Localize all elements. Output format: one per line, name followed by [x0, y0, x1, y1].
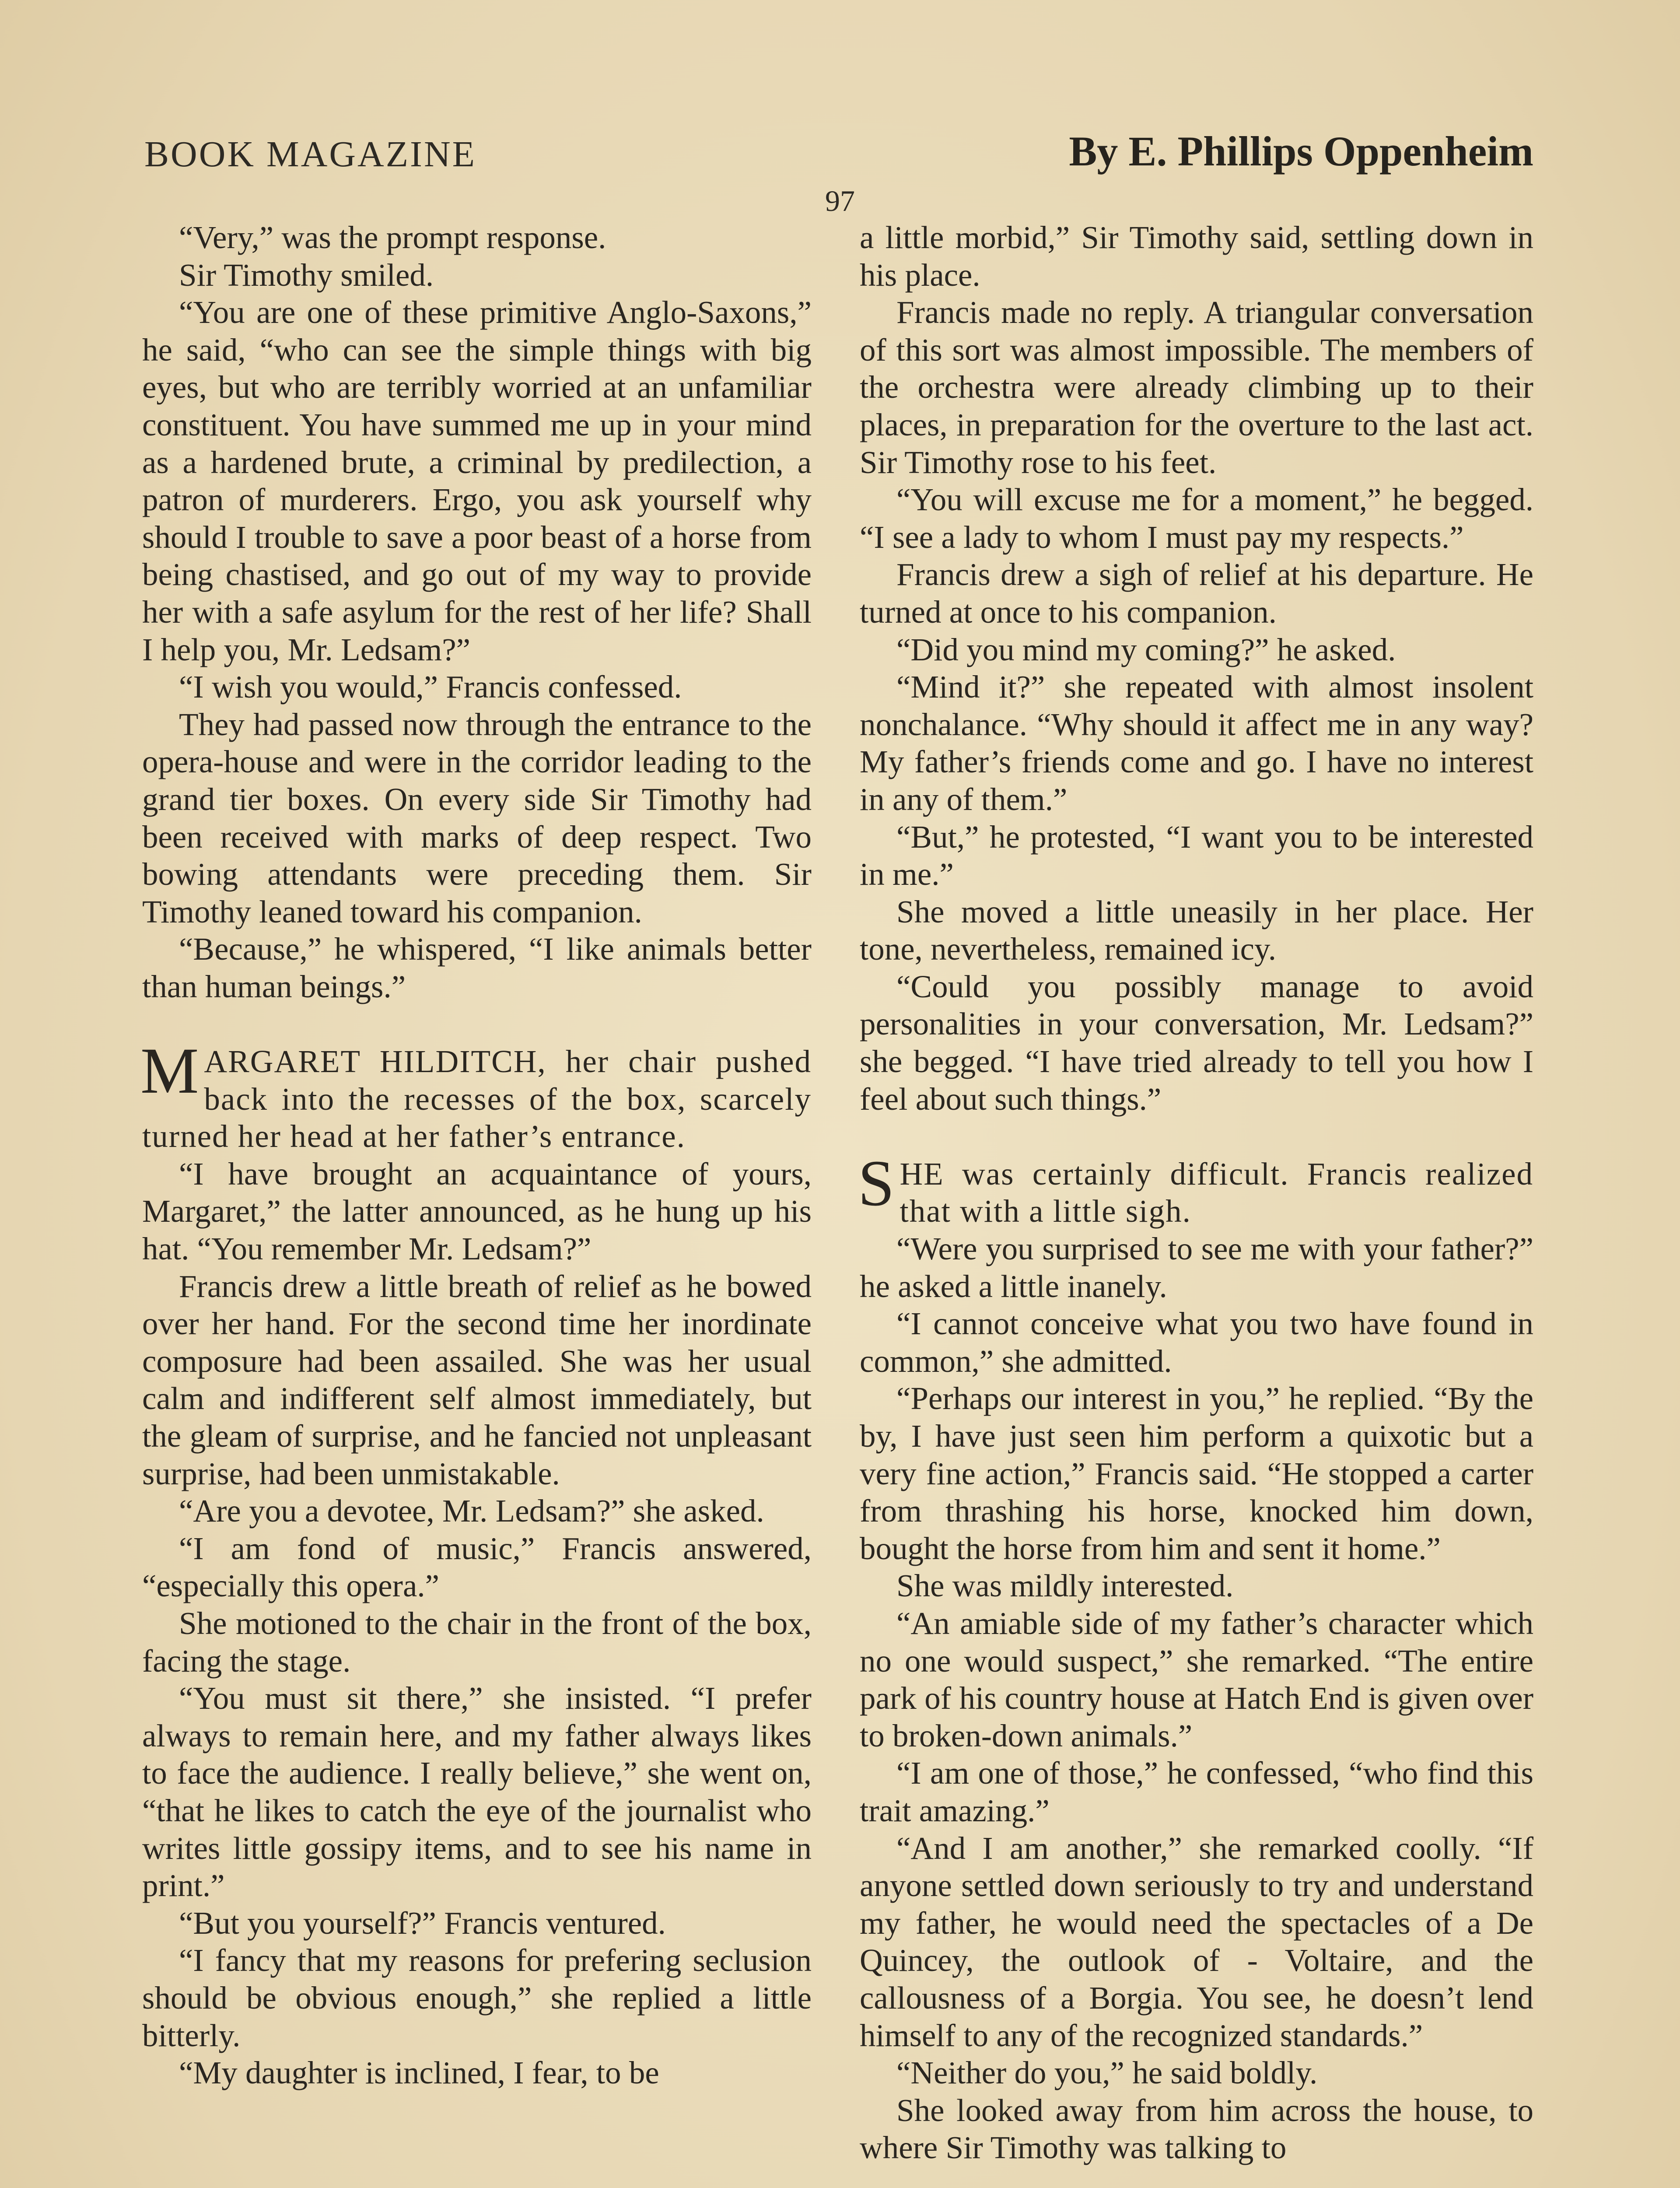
- text-column-right: [860, 219, 1533, 2167]
- running-head: [144, 127, 1533, 188]
- paragraph: “But you yourself?” Francis ventured.: [179, 1905, 666, 1941]
- author-byline: By E. Phillips Oppenheim: [1069, 128, 1533, 175]
- paragraph: They had passed now through the entrance to the opera-house and were in the corridor leading to the grand tier boxes. On every side Sir Timothy had been received with marks of deep respect. Two bowing attendants were preceding them. Sir Timothy leaned toward his companion.: [142, 706, 812, 929]
- paragraph: Francis drew a sigh of relief at his departure. He turned at once to his companion.: [860, 557, 1533, 630]
- paragraph: Francis made no reply. A triangular conversation of this sort was almost impossible. The members of the orchestra were already climbing up to their places, in preparation for the overture to the last act. Sir Timothy rose to his feet.: [860, 295, 1533, 480]
- section-break: [142, 1005, 812, 1043]
- paragraph: Sir Timothy smiled.: [179, 257, 434, 293]
- paragraph: “Mind it?” she repeated with almost insolent nonchalance. “Why should it affect me in any way? My father’s friends come and go. I have no interest in any of them.”: [860, 669, 1533, 817]
- paragraph: “And I am another,” she remarked coolly. “If anyone settled down seriously to try and understand my father, he would need the spectacles of a De Quincey, the outlook of - Voltaire, and the callousness of a Borgia. You see, he doesn’t lend himself to any of the recognized standards.”: [860, 1830, 1533, 2053]
- paragraph: She motioned to the chair in the front of the box, facing the stage.: [142, 1605, 812, 1679]
- paragraph: She looked away from him across the house, to where Sir Timothy was talking to: [860, 2092, 1533, 2166]
- paragraph: “But,” he protested, “I want you to be interested in me.”: [860, 819, 1533, 892]
- paragraph: “Were you surprised to see me with your father?” he asked a little inanely.: [860, 1231, 1533, 1304]
- drop-cap-continuation: ARGARET HILDITCH, her chair pushed back into the recesses of the box, scarcely turned her head at her father’s entrance.: [142, 1044, 812, 1154]
- section-break: [860, 1118, 1533, 1155]
- paragraph: “Neither do you,” he said boldly.: [896, 2055, 1318, 2091]
- paragraph: “Very,” was the prompt response.: [179, 220, 606, 255]
- paragraph-continued: a little morbid,” Sir Timothy said, settling down in his place.: [860, 220, 1533, 293]
- paragraph: “I am fond of music,” Francis answered, “especially this opera.”: [142, 1530, 812, 1604]
- paragraph: “I cannot conceive what you two have found in common,” she admitted.: [860, 1306, 1533, 1379]
- paragraph: She moved a little uneasily in her place. Her tone, nevertheless, remained icy.: [860, 894, 1533, 967]
- paragraph: She was mildly interested.: [896, 1568, 1234, 1604]
- paragraph: “Did you mind my coming?” he asked.: [896, 631, 1396, 667]
- magazine-title: BOOK MAGAZINE: [144, 134, 476, 175]
- paragraph: “You are one of these primitive Anglo-Saxons,” he said, “who can see the simple things with big eyes, but who are terribly worried at an unfamiliar constituent. You have summed me up in your mind as a hardened brute, a criminal by predilection, a patron of murderers. Ergo, you ask yourself why should I trouble to save a poor beast of a horse from being chastised, and go out of my way to provide her with a safe asylum for the rest of her life? Shall I help you, Mr. Ledsam?”: [142, 295, 812, 667]
- section-opening-paragraph: [858, 1147, 1533, 1230]
- drop-cap-continuation: HE was certainly difficult. Francis realized that with a little sigh.: [900, 1156, 1533, 1229]
- paragraph: “You must sit there,” she insisted. “I prefer always to remain here, and my father always likes to face the audience. I really believe,” she went on, “that he likes to catch the eye of the journalist who writes little gossipy items, and to see his name in print.”: [142, 1680, 812, 1904]
- paragraph: “I have brought an acquaintance of yours, Margaret,” the latter announced, as he hung up his hat. “You remember Mr. Ledsam?”: [142, 1156, 812, 1267]
- page-number: 97: [825, 184, 855, 217]
- paragraph: “An amiable side of my father’s character which no one would suspect,” she remarked. “The entire park of his country house at Hatch End is given over to broken-down animals.”: [860, 1605, 1533, 1753]
- paragraph: “Could you possibly manage to avoid personalities in your conversation, Mr. Ledsam?” she begged. “I have tried already to tell you how I feel about such things.”: [860, 968, 1533, 1117]
- drop-cap: M: [140, 1034, 199, 1108]
- paragraph: Francis drew a little breath of relief as he bowed over her hand. For the second time her inordinate composure had been assailed. She was her usual calm and indifferent self almost immediately, but the gleam of surprise, and he fancied not unpleasant surprise, had been unmistakable.: [142, 1268, 812, 1491]
- text-column-left: [142, 219, 812, 2092]
- paragraph: “I wish you would,” Francis confessed.: [179, 669, 682, 705]
- paragraph: “Are you a devotee, Mr. Ledsam?” she asked.: [179, 1493, 764, 1529]
- drop-cap: S: [858, 1147, 895, 1220]
- paragraph: “My daughter is inclined, I fear, to be: [179, 2055, 659, 2091]
- paragraph: “You will excuse me for a moment,” he begged. “I see a lady to whom I must pay my respects.”: [860, 482, 1533, 555]
- paragraph: “I am one of those,” he confessed, “who find this trait amazing.”: [860, 1755, 1533, 1828]
- paragraph: “Perhaps our interest in you,” he replied. “By the by, I have just seen him perform a quixotic but a very fine action,” Francis said. “He stopped a carter from thrashing his horse, knocked him down, bought the horse from him and sent it home.”: [860, 1381, 1533, 1566]
- paragraph: “I fancy that my reasons for prefering seclusion should be obvious enough,” she replied a little bitterly.: [142, 1943, 812, 2053]
- paragraph: “Because,” he whispered, “I like animals better than human beings.”: [142, 931, 812, 1004]
- section-opening-paragraph: [140, 1034, 812, 1155]
